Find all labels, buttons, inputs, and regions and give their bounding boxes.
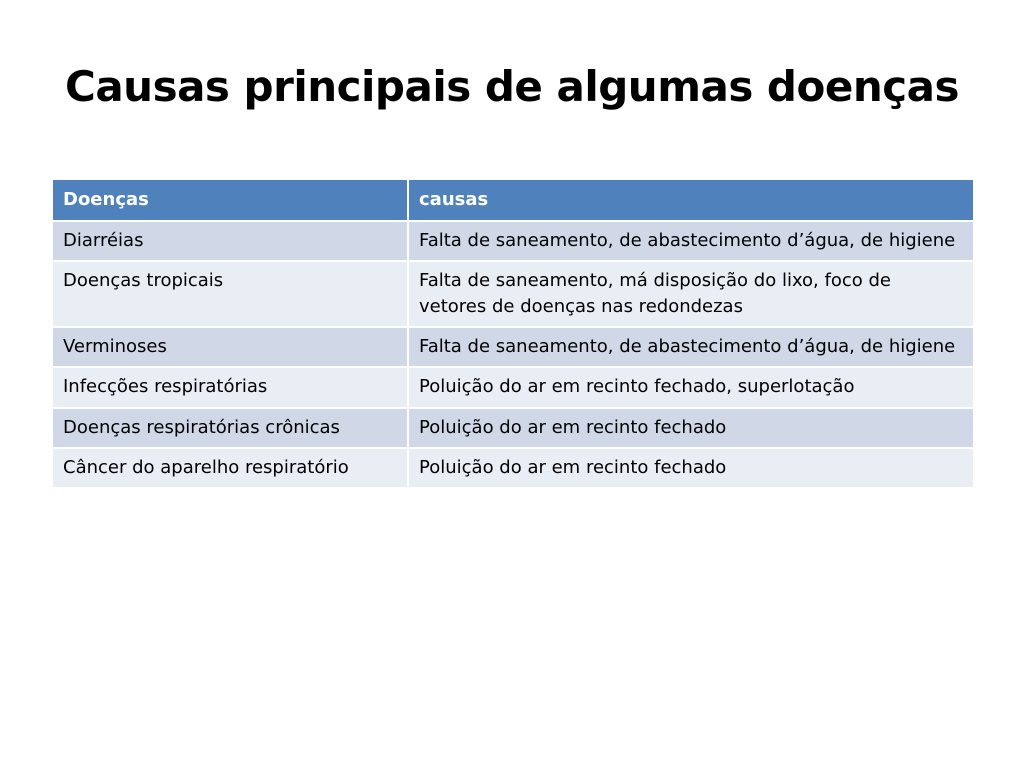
diseases-table bbox=[53, 180, 973, 489]
disease-cell: Verminoses bbox=[53, 328, 407, 368]
disease-cell: Diarréias bbox=[53, 222, 407, 262]
disease-cell: Câncer do aparelho respiratório bbox=[53, 449, 407, 489]
slide-title: Causas principais de algumas doenças bbox=[65, 62, 959, 111]
cause-cell: Falta de saneamento, má disposição do lixo, foco de vetores de doenças nas redondezas bbox=[407, 262, 973, 328]
column-header-doencas: Doenças bbox=[53, 180, 407, 222]
cause-cell: Falta de saneamento, de abastecimento d’água, de higiene bbox=[407, 328, 973, 368]
table-row bbox=[53, 449, 973, 489]
table-row bbox=[53, 368, 973, 408]
cause-cell: Falta de saneamento, de abastecimento d’água, de higiene bbox=[407, 222, 973, 262]
cause-cell: Poluição do ar em recinto fechado bbox=[407, 449, 973, 489]
cause-cell: Poluição do ar em recinto fechado, superlotação bbox=[407, 368, 973, 408]
table-row bbox=[53, 409, 973, 449]
table-row bbox=[53, 262, 973, 328]
disease-cell: Infecções respiratórias bbox=[53, 368, 407, 408]
disease-cell: Doenças tropicais bbox=[53, 262, 407, 328]
column-header-causas: causas bbox=[407, 180, 973, 222]
table-row bbox=[53, 328, 973, 368]
cause-cell: Poluição do ar em recinto fechado bbox=[407, 409, 973, 449]
table-row bbox=[53, 222, 973, 262]
disease-cell: Doenças respiratórias crônicas bbox=[53, 409, 407, 449]
table-header-row bbox=[53, 180, 973, 222]
